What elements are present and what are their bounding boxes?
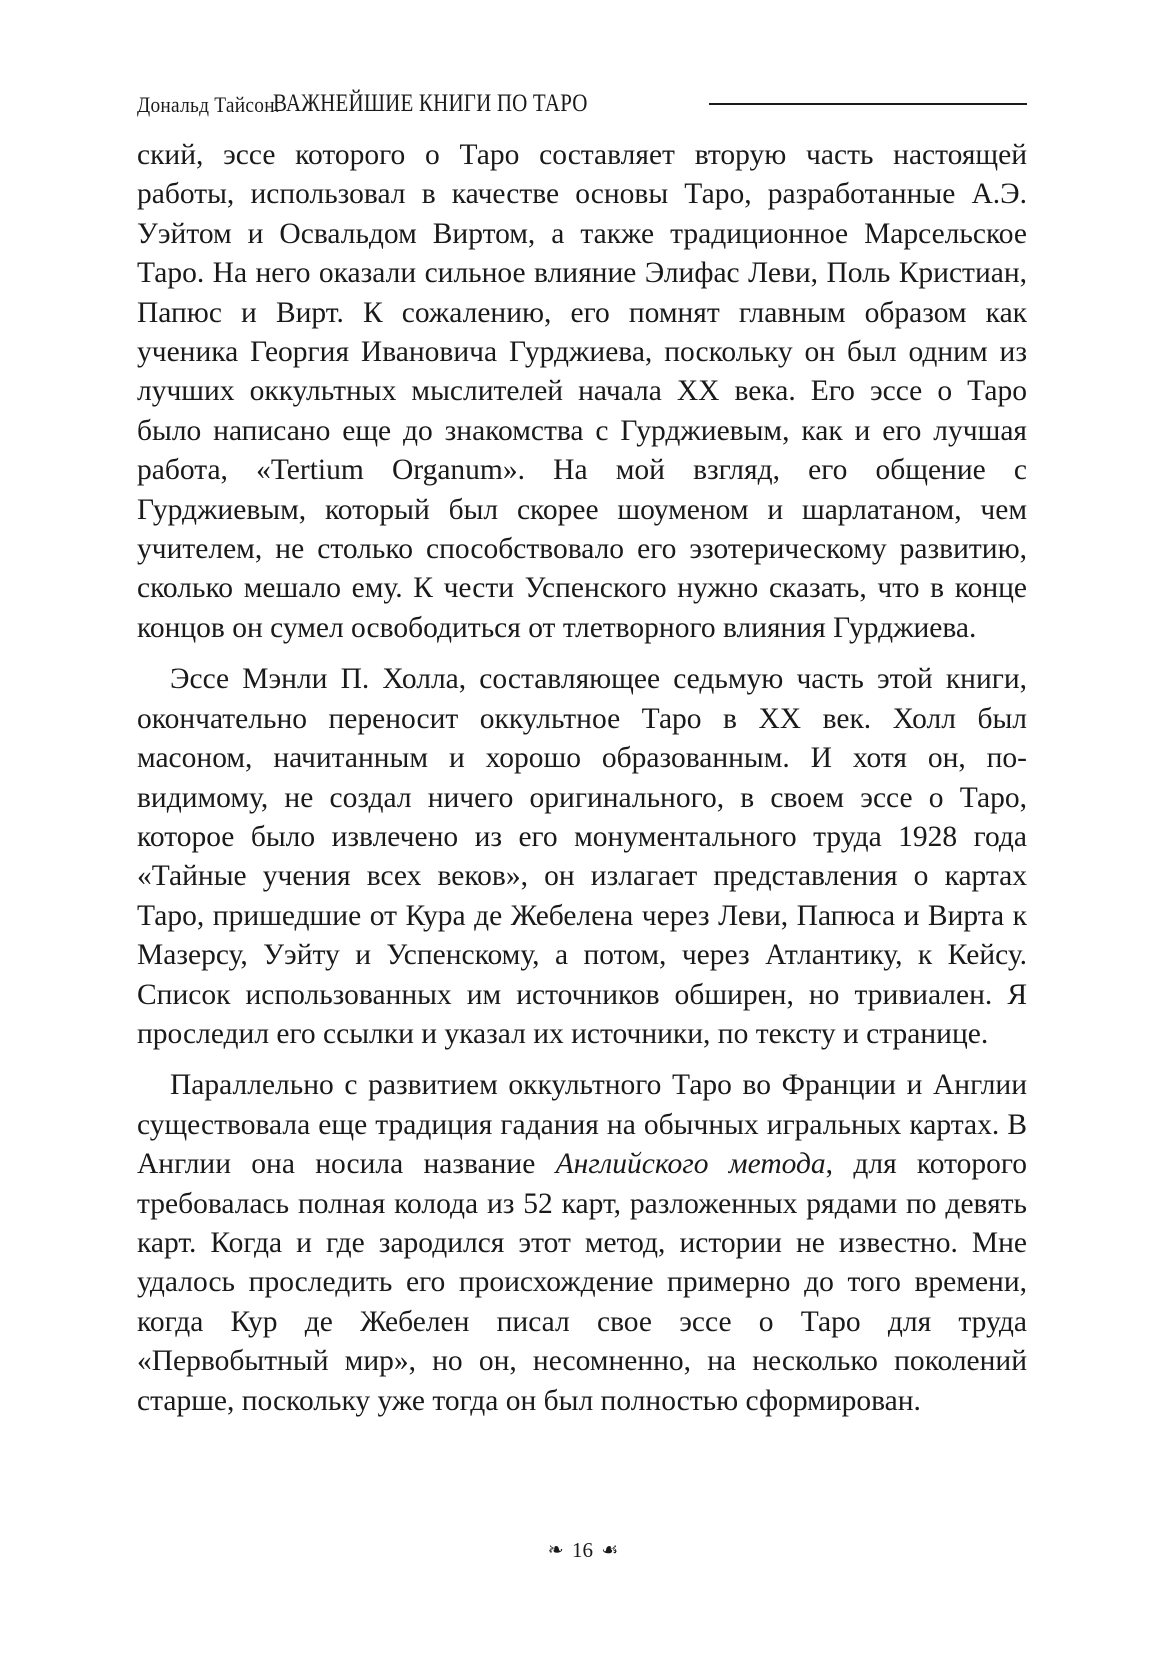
running-head <box>137 78 1027 118</box>
paragraph-3 <box>137 1066 1027 1421</box>
running-head-author: Дональд Тайсон. <box>137 92 280 117</box>
body-text <box>137 136 1027 1421</box>
paragraph-3-text-a: Параллельно с развитием оккультного Таро во Франции и Англии существовала еще традиция гадания на обычных игральных картах. В Англии она носила название <box>137 1069 1027 1181</box>
running-head-title: ВАЖНЕЙШИЕ КНИГИ ПО ТАРО <box>273 90 589 117</box>
running-head-rule <box>709 103 1027 105</box>
paragraph-3-italic-term: Английского метода <box>555 1148 826 1181</box>
paragraph-2: Эссе Мэнли П. Холла, составляющее седьмую часть этой книги, окончательно переносит оккультное Таро в XX век. Холл был масоном, начитанным и хорошо образованным. И хотя он, по-видимому, не создал ничего оригинального, в своем эссе о Таро, которое было извлечено из его монументального труда 1928 года «Тайные учения всех веков», он излагает представления о картах Таро, пришедшие от Кура де Жебелена через Леви, Папюса и Вирта к Мазерсу, Уэйту и Успенскому, а потом, через Атлантику, к Кейсу. Список использованных им источников обширен, но тривиален. Я проследил его ссылки и указал их источники, по тексту и странице. <box>137 663 1027 1050</box>
folio-ornament-left-icon: ❧ <box>547 1539 564 1561</box>
page-folio <box>0 1536 1166 1563</box>
folio-ornament-right-icon: ☙ <box>601 1539 619 1561</box>
page-number: 16 <box>571 1537 593 1562</box>
paragraph-3-text-b: , для которого требовалась полная колода из 52 карт, разложенных рядами по девять карт. Когда и где зародился этот метод, истории не известно. Мне удалось проследить его происхождение примерно до того времени, когда Кур де Жебелен писал свое эссе о Таро для труда «Первобытный мир», но он, несомненно, на несколько поколений старше, поскольку уже тогда он был полностью сформирован. <box>137 1148 1027 1417</box>
paragraph-1: ский, эссе которого о Таро составляет вторую часть настоящей работы, использовал в качестве основы Таро, разработанные А.Э. Уэйтом и Освальдом Виртом, а также традиционное Марсельское Таро. На него оказали сильное влияние Элифас Леви, Поль Кристиан, Папюс и Вирт. К сожалению, его помнят главным образом как ученика Георгия Ивановича Гурджиева, поскольку он был одним из лучших оккультных мыслителей начала XX века. Его эссе о Таро было написано еще до знакомства с Гурджиевым, как и его лучшая работа, «Tertium Organum». На мой взгляд, его общение с Гурджиевым, который был скорее шоуменом и шарлатаном, чем учителем, не столько способствовало его эзотерическому развитию, сколько мешало ему. К чести Успенского нужно сказать, что в конце концов он сумел освободиться от тлетворного влияния Гурджиева. <box>137 139 1027 644</box>
